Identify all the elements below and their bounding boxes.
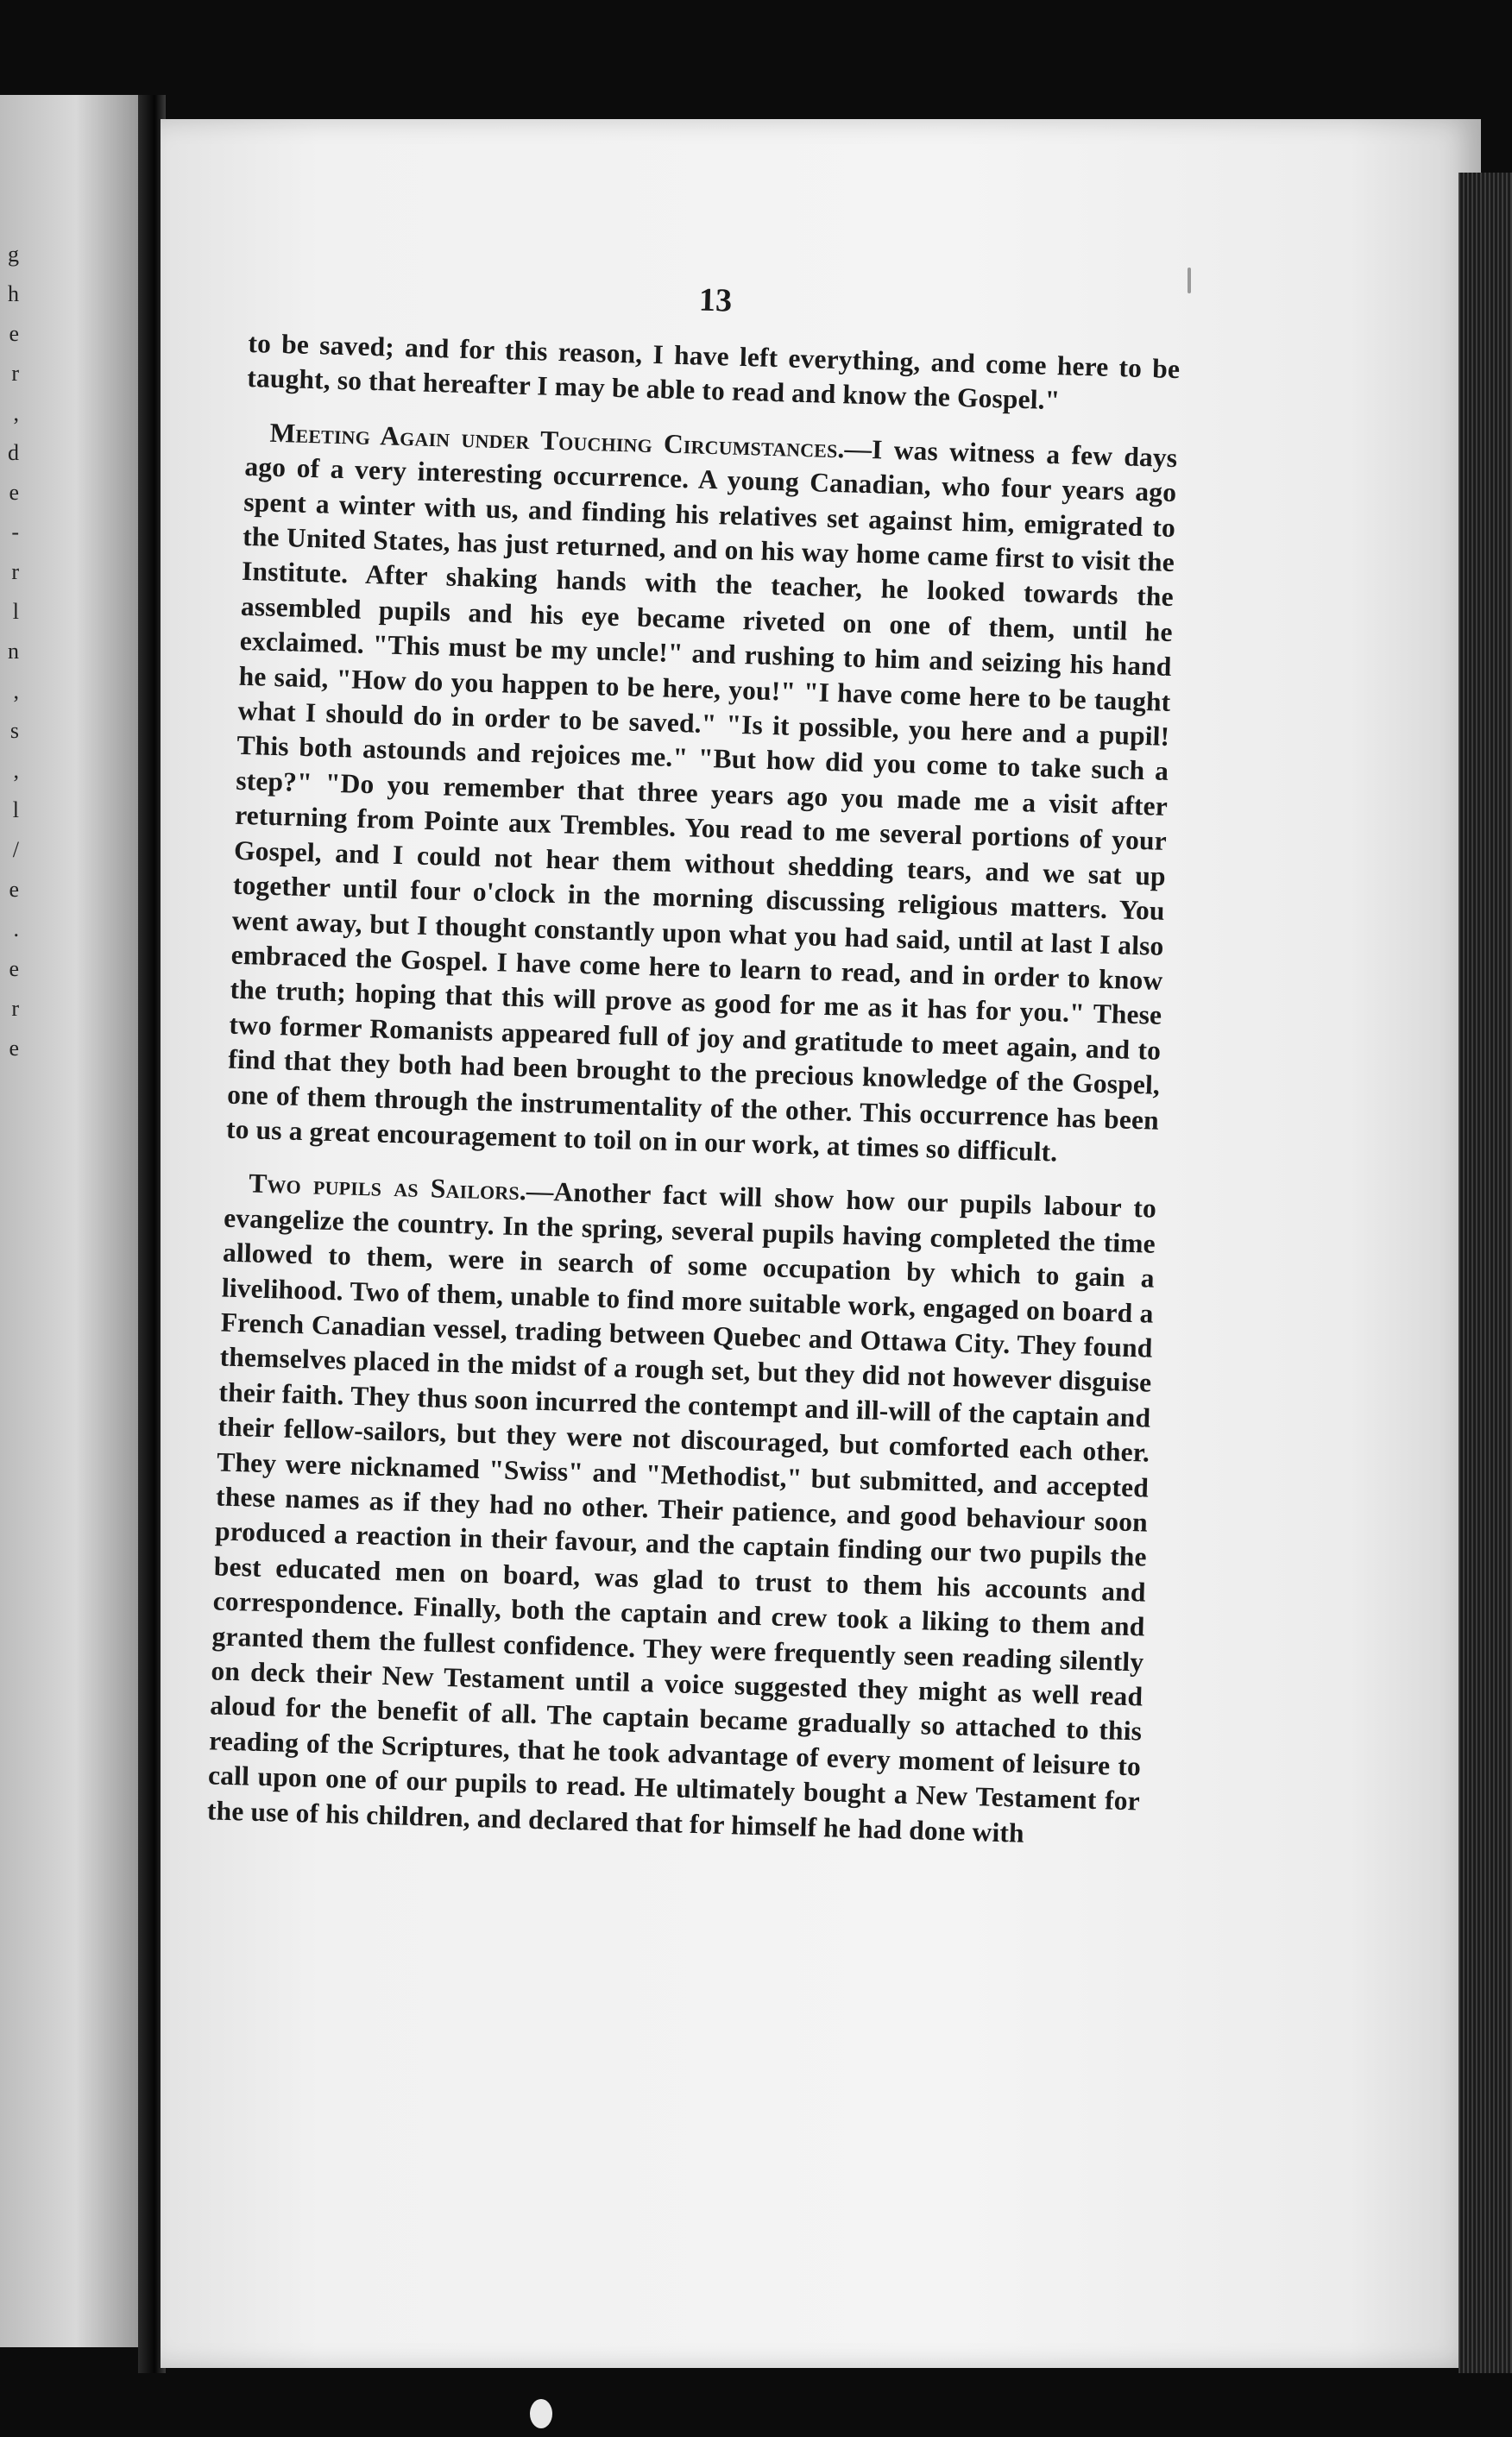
page-stack-edge [1458, 173, 1512, 2373]
dust-speck [1188, 268, 1191, 293]
left-page-fragment: r [11, 361, 19, 386]
section-heading: Meeting Again under Touching Circumstances. [269, 417, 846, 464]
paragraph-indent [245, 441, 269, 442]
left-page-fragment: n [8, 639, 19, 664]
left-page-fragment: h [8, 281, 19, 306]
left-page-fragment: e [9, 1036, 19, 1061]
left-page-fragment: / [12, 837, 19, 862]
left-page-fragment: d [8, 440, 19, 465]
paragraph-text: —I was witness a few days ago of a very interesting occurrence. A young Canadian, who four years ago spent a winter with us, and finding his relatives set against him, emigrated to the United States, has just returned, and on his way home came first to visit the Institute. After shaking hands with the teacher, he looked towards the assembled pupils and his eye became riveted on one of them, until he exclaimed. "This must be my uncle!" and rushing to him and seizing his hand he said, "How do you happen to be here, you!" "I have come here to be taught what I should do in order to be saved." "Is it possible, you here and a pupil! This both astounds and rejoices me." "But how did you come to take such a step?" "Do you remember that three years ago you made me a visit after returning from Pointe aux Trembles. You read to me several portions of your Gospel, and I could not hear them without shedding tears, and we sat up together until four o'clock in the morning discussing religious matters. You went away, but I thought constantly upon what you had said, until at last I also embraced the Gospel. I have come here to learn to read, and in order to know the truth; hoping that this will prove as good for me as it has for you." These two former Romanists appeared full of joy and gratitude to meet again, and to find that they both had been brought to the precious knowledge of the Gospel, one of them through the instrumentality of the other. This occurrence has been to us a great encouragement to toil on in our work, at times so difficult. [225, 433, 1178, 1168]
left-page-fragment: , [13, 758, 19, 783]
left-page-fragment: l [12, 797, 19, 822]
left-page-fragment: g [8, 242, 19, 267]
left-page-edge [0, 95, 138, 2347]
left-page-fragment: e [9, 956, 19, 981]
left-page-fragment: s [9, 718, 19, 743]
left-page-fragment: l [12, 599, 19, 624]
left-page-fragment: e [9, 877, 19, 902]
dust-speck [530, 2399, 552, 2428]
paragraph-meeting-again [226, 415, 1178, 1173]
paragraph-two-pupils [206, 1166, 1156, 1855]
paragraph-text: to be saved; and for this reason, I have left everything, and come here to be taught, so that hereafter I may be able to read and know the Gospel." [246, 327, 1181, 416]
left-page-fragment: r [11, 996, 19, 1021]
left-page-fragment: e [9, 321, 19, 346]
left-page-fragment: , [13, 400, 19, 425]
paragraph-continued [247, 326, 1181, 422]
left-page-fragment: , [13, 678, 19, 703]
left-page-fragment: r [11, 559, 19, 584]
page-number: 13 [698, 281, 733, 319]
left-page-fragment: e [9, 480, 19, 505]
paragraph-indent [224, 1192, 249, 1193]
left-page-fragment: . [13, 916, 19, 941]
page-text [206, 268, 1181, 1855]
section-heading: Two pupils as Sailors. [248, 1168, 527, 1206]
left-page-fragment: - [11, 520, 19, 545]
paragraph-text: —Another fact will show how our pupils labour to evangelize the country. In the spring, several pupils having completed the time allowed to them, were in search of some occupation by which to gain a livelihood. Two of them, unable to find more suitable work, engaged on board a French Canadian vessel, trading between Quebec and Ottawa City. They found themselves placed in the midst of a rough set, but they did not however disguise their faith. They thus soon incurred the contempt and ill-will of the captain and their fellow-sailors, but they were not discouraged, but comforted each other. They were nicknamed "Swiss" and "Methodist," but submitted, and accepted these names as if they had no other. Their patience, and good behaviour soon produced a reaction in their favour, and the captain finding our two pupils the best educated men on board, was glad to trust to them his accounts and correspondence. Finally, both the captain and crew took a liking to them and granted them the fullest confidence. They were frequently seen reading silently on deck their New Testament until a voice suggested they might as well read aloud for the benefit of all. The captain became gradually so attached to this reading of the Scriptures, that he took advantage of every moment of leisure to call upon one of our pupils to read. He ultimately bought a New Testament for the use of his children, and declared that for himself he had done with [206, 1175, 1157, 1848]
